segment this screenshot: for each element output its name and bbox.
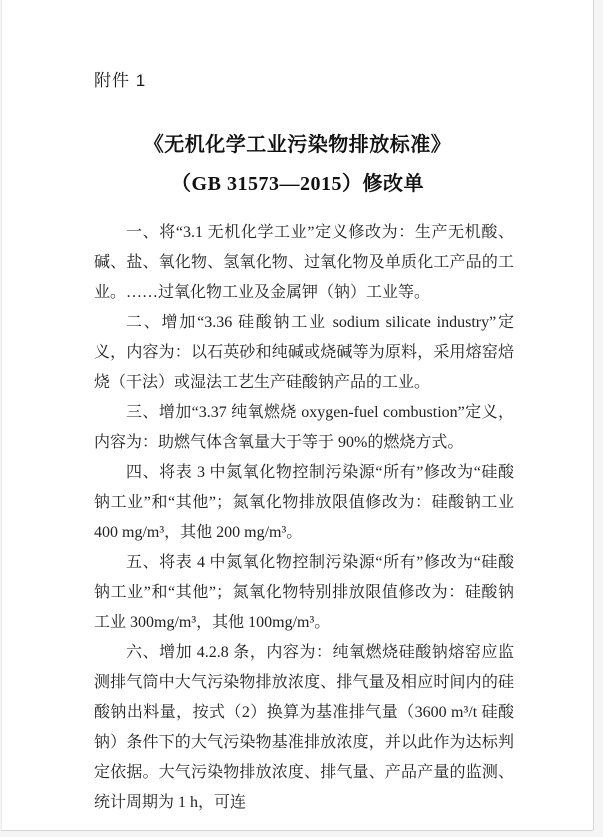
paragraph-3: 三、增加“3.37 纯氧燃烧 oxygen-fuel combustion”定义，内容为：助燃气体含氧量大于等于 90%的燃烧方式。 — [94, 404, 514, 451]
paragraph-1: 一、将“3.1 无机化学工业”定义修改为：生产无机酸、碱、盐、氧化物、氢氧化物、过氧化物及单质化工产品的工业。……过氧化物工业及金属钾（钠）工业等。 — [94, 224, 514, 301]
attachment-label: 附件 1 — [94, 71, 147, 90]
document-body — [94, 218, 514, 818]
document-title — [2, 126, 593, 204]
document-page — [1, 0, 593, 830]
paragraph-4: 四、将表 3 中氮氧化物控制污染源“所有”修改为“硅酸钠工业”和“其他”；氮氧化物排放限值修改为：硅酸钠工业 400 mg/m³，其他 200 mg/m³。 — [94, 464, 514, 541]
paragraph-5: 五、将表 4 中氮氧化物控制污染源“所有”修改为“硅酸钠工业”和“其他”；氮氧化物特别排放限值修改为：硅酸钠工业 300mg/m³，其他 100mg/m³。 — [94, 554, 514, 631]
paragraph-6: 六、增加 4.2.8 条，内容为：纯氧燃烧硅酸钠熔窑应监测排气筒中大气污染物排放浓度、排气量及相应时间内的硅酸钠出料量，按式（2）换算为基准排气量（3600 m³/t 硅酸钠）条件下的大气污染物基准排放浓度，并以此作为达标判定依据。大气污染物排放浓度、排气量、产品产量的监测、统计周期为 1 h，可连 — [94, 644, 514, 811]
paragraph-2: 二、增加“3.36 硅酸钠工业 sodium silicate industry”定义，内容为：以石英砂和纯碱或烧碱等为原料，采用熔窑焙烧（干法）或湿法工艺生产硅酸钠产品的工业。 — [94, 314, 514, 391]
document-title-line2: （GB 31573—2015）修改单 — [171, 173, 424, 195]
document-title-line1: 《无机化学工业污染物排放标准》 — [143, 134, 452, 156]
